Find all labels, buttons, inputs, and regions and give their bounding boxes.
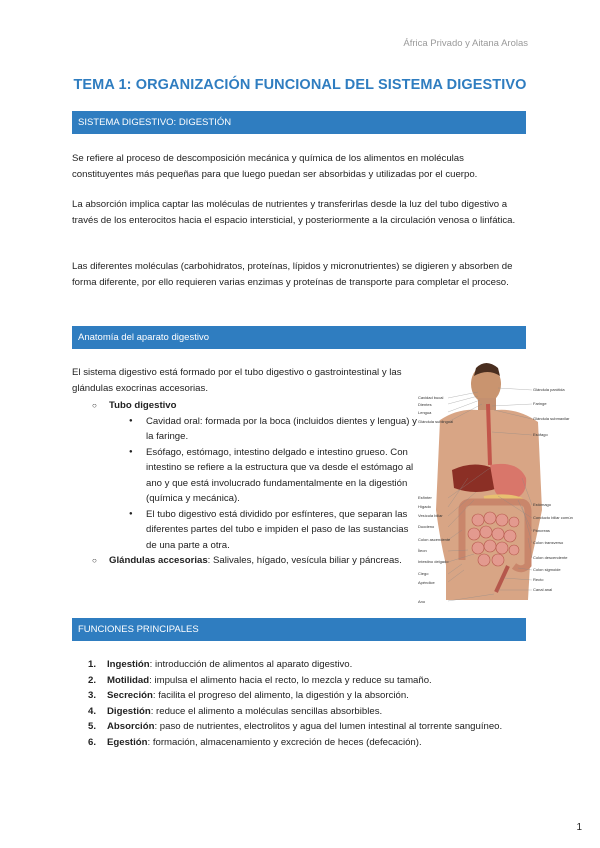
list-item: ● Esófago, estómago, intestino delgado e intestino grueso. Con intestino se refiere a la estructura que va desde el estómago al ano y que está involucrado fundamentalmente en la digestión (química y mecánica). <box>129 445 419 507</box>
figure-label-left-13: Ano <box>418 599 426 604</box>
author-header: África Privado y Aitana Arolas <box>403 38 528 49</box>
item-term: Absorción <box>107 721 155 732</box>
list-item <box>88 719 528 735</box>
figure-label-left-3: Glándula sublingual <box>418 419 454 424</box>
figure-label-left-6: Vesícula biliar <box>418 513 443 518</box>
figure-label-left-1: Dientes <box>418 402 432 407</box>
item-text: : reduce el alimento a moléculas sencillas absorbibles. <box>150 705 383 717</box>
figure-label-right-8: Colon descendente <box>533 555 568 560</box>
figure-label-right-4: Estómago <box>533 502 552 507</box>
figure-label-right-2: Glándula submaxilar <box>533 416 570 421</box>
tubo-sublist <box>129 414 419 554</box>
item-term: Ingestión <box>107 659 150 670</box>
figure-label-left-4: Esfínter <box>418 495 432 500</box>
figure-label-left-2: Lengua <box>418 410 432 415</box>
figure-label-left-12: Apéndice <box>418 580 435 585</box>
item-text: : introducción de alimentos al aparato digestivo. <box>149 659 353 670</box>
item-text: : paso de nutrientes, electrolitos y agua del lumen intestinal al torrente sanguíneo. <box>154 721 503 732</box>
figure-label-right-3: Esófago <box>533 432 548 437</box>
item-number: 2. <box>88 674 97 686</box>
glandulas-label: Glándulas accesorias <box>109 555 208 566</box>
list-item <box>88 688 528 704</box>
page-title: TEMA 1: ORGANIZACIÓN FUNCIONAL DEL SISTEMA DIGESTIVO <box>73 77 527 93</box>
list-item-glandulas <box>92 553 429 569</box>
item-text: : formación, almacenamiento y excreción de heces (defecación). <box>147 736 422 748</box>
figure-label-right-6: Páncreas <box>533 528 550 533</box>
item-text: : facilita el progreso del alimento, la digestión y la absorción. <box>152 690 409 701</box>
item-number: 1. <box>88 659 97 670</box>
section-heading-digestion: SISTEMA DIGESTIVO: DIGESTIÓN <box>72 111 526 134</box>
section-heading-anatomy: Anatomía del aparato digestivo <box>72 326 526 349</box>
list-item <box>88 657 528 673</box>
list-item <box>88 735 528 751</box>
list-item <box>88 704 528 720</box>
figure-label-right-0: Glándula parótida <box>533 387 565 392</box>
list-item-tubo <box>92 398 417 553</box>
figure-label-left-7: Duodeno <box>418 524 435 529</box>
glandulas-text: : Salivales, hígado, vesícula biliar y páncreas. <box>207 555 402 566</box>
list-item: ● El tubo digestivo está dividido por esfínteres, que separan las diferentes partes del tubo e impiden el paso de las sustancias de una parte a otra. <box>129 507 419 554</box>
figure-label-left-8: Colon ascendente <box>418 537 451 542</box>
list-item <box>88 673 528 689</box>
anatomy-list <box>92 398 417 569</box>
figure-label-right-5: Conducto biliar común <box>533 515 573 520</box>
digestive-system-illustration <box>418 360 573 610</box>
paragraph-definition: Se refiere al proceso de descomposición mecánica y química de los alimentos en moléculas constituyentes más pequeñas para que luego puedan ser absorbidas y utilizadas por el cuerpo. <box>72 153 478 180</box>
item-number: 3. <box>88 690 97 701</box>
paragraph-absorption: La absorción implica captar las moléculas de nutrientes y transferirlas desde la luz del tubo digestivo a través de los enterocitos hacia el espacio intersticial, y posteriormente a la circulación venosa o linfática. <box>72 199 516 226</box>
figure-label-left-10: Intestino delgado <box>418 559 449 564</box>
figure-label-left-9: Íleon <box>418 548 427 553</box>
figure-label-right-9: Colon sigmoide <box>533 567 561 572</box>
figure-label-right-7: Colon transverso <box>533 540 564 545</box>
figure-label-right-11: Canal anal <box>533 587 553 592</box>
item-text: : impulsa el alimento hacia el recto, lo mezcla y reduce su tamaño. <box>149 674 432 686</box>
item-number: 6. <box>88 736 97 748</box>
list-item: ● Cavidad oral: formada por la boca (incluidos dientes y lengua) y la faringe. <box>129 414 419 445</box>
page-number: 1 <box>576 822 582 833</box>
figure-label-left-5: Hígado <box>418 504 431 509</box>
item-term: Digestión <box>107 705 151 717</box>
figure-label-right-10: Recto <box>533 577 544 582</box>
figure-label-left-0: Cavidad bucal <box>418 395 444 400</box>
item-term: Secreción <box>107 690 153 701</box>
paragraph-molecules: Las diferentes moléculas (carbohidratos, proteínas, lípidos y micronutrientes) se digieren y absorben de forma diferente, por ello requieren varias enzimas y proteínas de transporte para completar el proceso. <box>72 261 513 288</box>
section-heading-functions: FUNCIONES PRINCIPALES <box>72 618 526 641</box>
figure-label-right-1: Faringe <box>533 401 547 406</box>
paragraph-anatomy-intro: El sistema digestivo está formado por el tubo digestivo o gastrointestinal y las glándulas exocrinas accesorias. <box>72 367 402 394</box>
item-number: 4. <box>88 705 97 717</box>
tubo-label: Tubo digestivo <box>109 400 177 411</box>
functions-list <box>88 657 528 750</box>
item-term: Egestión <box>107 736 148 748</box>
figure-label-left-11: Ciego <box>418 571 429 576</box>
item-term: Motilidad <box>107 674 150 686</box>
item-number: 5. <box>88 721 97 732</box>
